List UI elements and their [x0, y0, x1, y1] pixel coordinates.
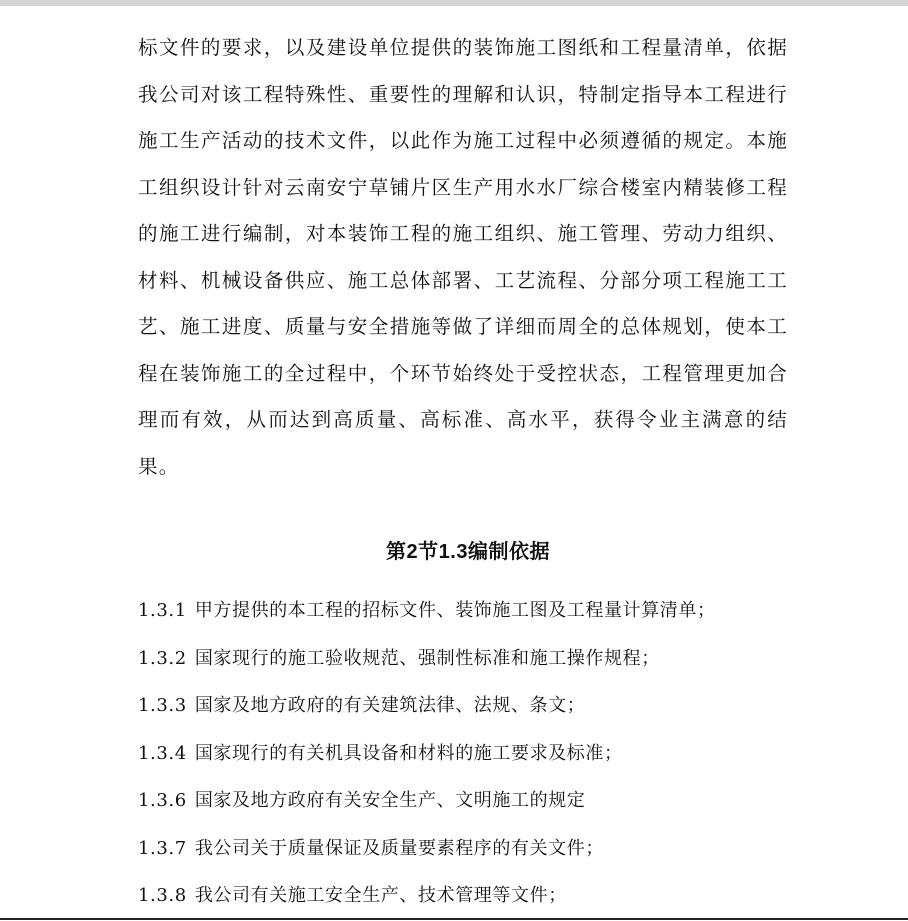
list-item: [138, 825, 788, 873]
item-text: 我公司有关施工安全生产、技术管理等文件；: [194, 885, 567, 906]
list-item: [138, 682, 788, 730]
section-heading: [138, 528, 788, 575]
item-text: 国家及地方政府的有关建筑法律、法规、条文；: [194, 695, 586, 716]
item-number: 1.3.2: [138, 647, 187, 669]
section-prefix: 第: [386, 539, 407, 563]
list-item: [138, 587, 788, 635]
list-item: [138, 635, 788, 683]
chapter-word: 节: [418, 539, 439, 563]
page-top-border: [0, 0, 908, 6]
item-text: 国家及地方政府有关安全生产、文明施工的规定: [194, 790, 586, 811]
item-number: 1.3.6: [138, 790, 187, 811]
item-text: 国家现行的有关机具设备和材料的施工要求及标准；: [194, 742, 623, 764]
list-item: [138, 730, 788, 778]
item-number: 1.3.8: [138, 885, 187, 906]
item-number: 1.3.1: [138, 600, 187, 621]
section-number: 1.3: [438, 541, 468, 563]
section-title: 编制依据: [467, 539, 550, 563]
page-bottom-border: [0, 918, 908, 920]
document-page: [138, 25, 788, 920]
item-text: 我公司关于质量保证及质量要素程序的有关文件；: [194, 837, 605, 859]
reference-list: [138, 587, 788, 920]
chapter-number: 2: [406, 541, 419, 563]
list-item: [138, 872, 788, 920]
item-text: 甲方提供的本工程的招标文件、装饰施工图及工程量计算清单；: [194, 600, 716, 621]
item-number: 1.3.3: [138, 695, 187, 716]
body-paragraph: 标文件的要求，以及建设单位提供的装饰施工图纸和工程量清单，依据我公司对该工程特殊性、重要性的理解和认识，特制定指导本工程进行施工生产活动的技术文件，以此作为施工过程中必须遵循的规定。本施工组织设计针对云南安宁草铺片区生产用水水厂综合楼室内精装修工程的施工进行编制，对本装饰工程的施工组织、施工管理、劳动力组织、材料、机械设备供应、施工总体部署、工艺流程、分部分项工程施工工艺、施工进度、质量与安全措施等做了详细而周全的总体规划，使本工程在装饰施工的全过程中，个环节始终处于受控状态，工程管理更加合理而有效，从而达到高质量、高标准、高水平，获得令业主满意的结果。: [138, 36, 788, 478]
item-number: 1.3.7: [138, 837, 187, 859]
item-text: 国家现行的施工验收规范、强制性标准和施工操作规程；: [194, 647, 660, 669]
list-item: [138, 777, 788, 825]
item-number: 1.3.4: [138, 742, 187, 764]
